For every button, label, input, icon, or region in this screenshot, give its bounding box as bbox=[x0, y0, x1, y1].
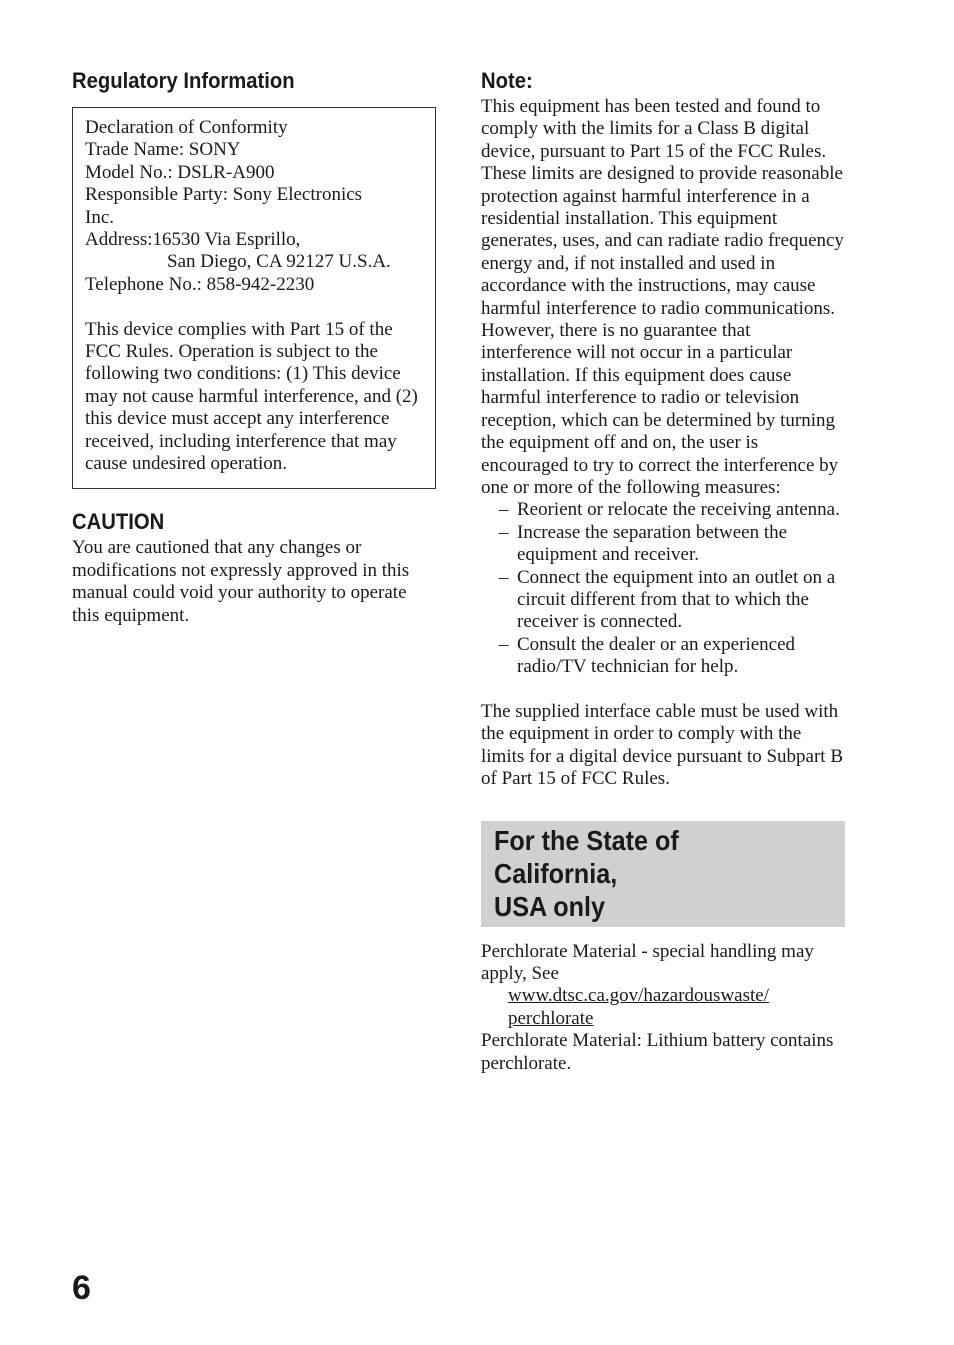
dash-bullet: – bbox=[499, 499, 509, 521]
address-line-2: San Diego, CA 92127 U.S.A. bbox=[167, 251, 391, 273]
perchlorate-link[interactable] bbox=[481, 985, 845, 1030]
regulatory-heading: Regulatory Information bbox=[72, 68, 295, 93]
note-heading: Note: bbox=[481, 68, 533, 93]
dash-bullet: – bbox=[499, 633, 509, 655]
right-column bbox=[481, 66, 845, 1075]
compliance-text: This device complies with Part 15 of the FCC Rules. Operation is subject to the following two conditions: (1) This device may not cause harmful interference, and (2) this device must accept any interference received, including interference that may cause undesired operation. bbox=[85, 318, 418, 475]
caution-text: You are cautioned that any changes or modifications not expressly approved in this manual could void your authority to operate this equipment. bbox=[72, 537, 410, 626]
perchlorate-link-line-2[interactable]: perchlorate bbox=[508, 1007, 594, 1029]
spacer bbox=[85, 296, 423, 318]
measure-text: Connect the equipment into an outlet on a circuit different from that to which the receiver is connected. bbox=[517, 566, 836, 633]
cable-text: The supplied interface cable must be used with the equipment in order to comply with the limits for a digital device pursuant to Subpart B of Part 15 of FCC Rules. bbox=[481, 700, 843, 790]
trade-name: Trade Name: SONY bbox=[85, 139, 241, 161]
california-heading: For the State of California, USA only bbox=[494, 824, 679, 922]
limits-text: These limits are designed to provide reasonable protection against harmful interference in a residential installation. This equipment generates, uses, and can radiate radio frequency energy and, if not installed and used in accordance with the instructions, may cause harmful interference to radio communications. However, there is no guarantee that interference will not occur in a particular installation. If this equipment does cause harmful interference to radio or television reception, which can be determined by turning the equipment off and on, the user is encouraged to try to correct the interference by one or more of the following measures: bbox=[481, 163, 844, 498]
measure-text: Reorient or relocate the receiving antenna. bbox=[517, 499, 840, 521]
spacer bbox=[481, 679, 845, 701]
page-number: 6 bbox=[72, 1269, 91, 1307]
responsible-party-cont: Inc. bbox=[85, 206, 115, 228]
address-line-1: Address:16530 Via Esprillo, bbox=[85, 229, 301, 251]
note-text: This equipment has been tested and found to comply with the limits for a Class B digital device, pursuant to Part 15 of the FCC Rules. bbox=[481, 96, 827, 162]
caution-heading: CAUTION bbox=[72, 509, 165, 535]
list-item bbox=[481, 567, 845, 634]
responsible-party: Responsible Party: Sony Electronics bbox=[85, 184, 363, 206]
dash-bullet: – bbox=[499, 521, 509, 543]
measure-text: Increase the separation between the equipment and receiver. bbox=[517, 521, 788, 566]
measures-list bbox=[481, 499, 845, 678]
list-item bbox=[481, 634, 845, 679]
declaration-box bbox=[72, 107, 436, 489]
list-item bbox=[481, 522, 845, 567]
telephone-number: Telephone No.: 858-942-2230 bbox=[85, 273, 315, 295]
measure-text: Consult the dealer or an experienced radio/TV technician for help. bbox=[517, 633, 796, 678]
perchlorate-battery: Perchlorate Material: Lithium battery contains perchlorate. bbox=[481, 1030, 834, 1074]
perchlorate-intro: Perchlorate Material - special handling may apply, See bbox=[481, 940, 814, 984]
declaration-title: Declaration of Conformity bbox=[85, 117, 288, 138]
california-banner bbox=[481, 821, 845, 927]
perchlorate-link-line-1[interactable]: www.dtsc.ca.gov/hazardouswaste/ bbox=[508, 985, 769, 1007]
left-column bbox=[72, 66, 438, 627]
list-item bbox=[481, 499, 845, 521]
model-number: Model No.: DSLR-A900 bbox=[85, 161, 275, 183]
dash-bullet: – bbox=[499, 566, 509, 588]
